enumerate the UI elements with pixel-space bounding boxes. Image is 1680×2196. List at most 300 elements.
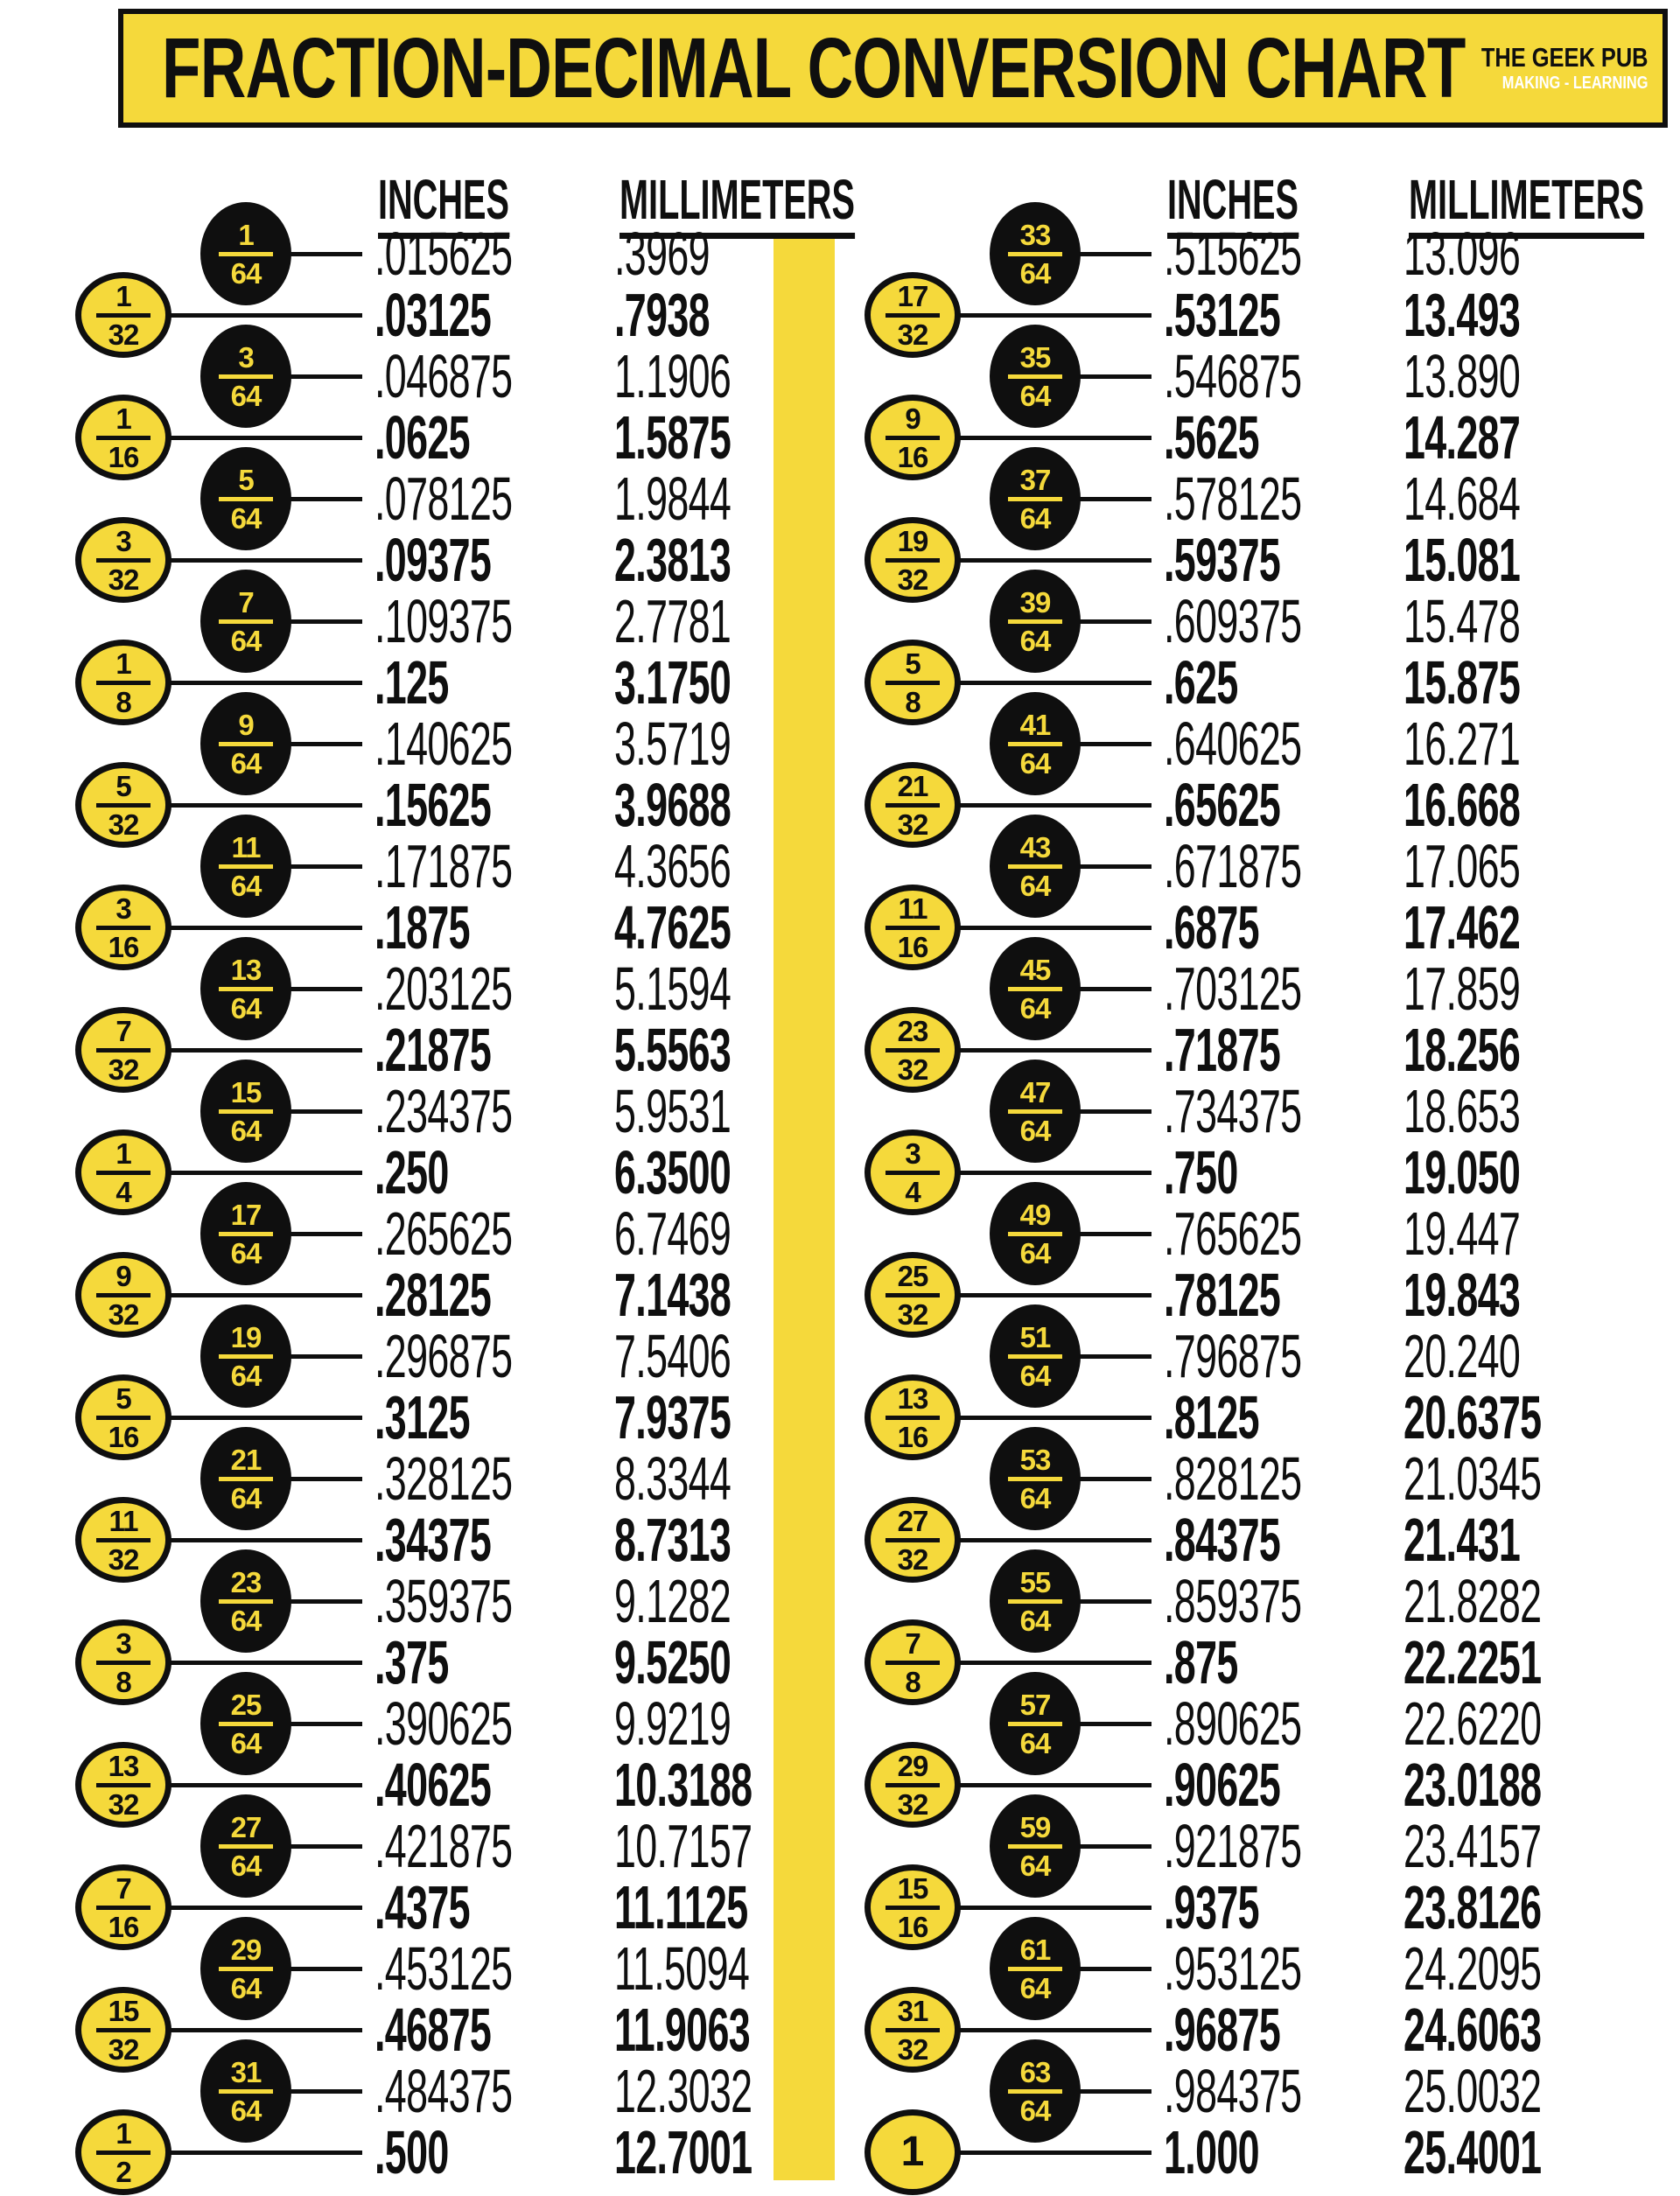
millimeters-value: 13.890	[1404, 342, 1521, 410]
fraction-numerator: 47	[1019, 1075, 1051, 1108]
fraction-bar	[1008, 864, 1062, 869]
fraction-circle-yellow	[75, 1497, 172, 1583]
fraction-denominator: 2	[116, 2155, 131, 2188]
inches-value: .078125	[374, 465, 513, 533]
fraction-circle-yellow	[75, 1619, 172, 1705]
fraction-bar	[1008, 1477, 1062, 1481]
fraction-bar	[219, 1599, 273, 1604]
millimeters-value: .7938	[614, 281, 710, 349]
fraction-bar	[96, 1661, 150, 1665]
table-row	[789, 279, 1577, 351]
fraction-bar	[886, 1416, 940, 1420]
table-row	[0, 279, 788, 351]
fraction-numerator: 31	[897, 1994, 928, 2027]
fraction-circle-yellow	[864, 640, 961, 725]
fraction-denominator: 8	[116, 685, 131, 718]
fraction-denominator: 4	[116, 1175, 131, 1208]
inches-value: .46875	[374, 1996, 492, 2064]
fraction-bar	[219, 987, 273, 991]
fraction-numerator: 29	[230, 1933, 262, 1966]
fraction-denominator: 64	[1019, 1971, 1051, 2004]
fraction-denominator: 64	[230, 746, 262, 780]
fraction-denominator: 16	[108, 1910, 139, 1943]
inches-value: .390625	[374, 1689, 513, 1758]
millimeters-value: 13.493	[1404, 281, 1521, 349]
fraction-bar	[886, 1661, 940, 1665]
fraction-circle-black	[990, 570, 1081, 673]
table-row	[0, 1871, 788, 1943]
millimeters-value: 21.0345	[1404, 1444, 1542, 1513]
fraction-circle-yellow	[75, 395, 172, 480]
fraction-denominator: 64	[1019, 1481, 1051, 1514]
fraction-bar	[219, 1967, 273, 1971]
millimeters-value: 15.081	[1404, 526, 1521, 594]
table-row	[789, 1749, 1577, 1821]
millimeters-value: 8.3344	[614, 1444, 732, 1513]
fraction-numerator: 51	[1019, 1320, 1051, 1353]
millimeters-value: 6.7469	[614, 1199, 732, 1268]
millimeters-value: 15.875	[1404, 648, 1521, 717]
fraction-numerator: 15	[897, 1871, 928, 1905]
fraction-circle-black	[200, 1549, 291, 1653]
inches-value: .015625	[374, 220, 513, 288]
fraction-numerator: 13	[897, 1381, 928, 1415]
inches-value: .828125	[1164, 1444, 1302, 1513]
fraction-denominator: 64	[1019, 746, 1051, 780]
millimeters-value: 7.5406	[614, 1322, 732, 1390]
fraction-circle-black	[200, 1060, 291, 1163]
fraction-circle-black	[990, 1917, 1081, 2020]
fraction-denominator: 32	[897, 563, 928, 596]
fraction-denominator: 64	[230, 1971, 262, 2004]
fraction-numerator: 5	[905, 647, 920, 680]
fraction-circle-black	[200, 447, 291, 550]
fraction-numerator: 5	[116, 1381, 131, 1415]
fraction-numerator: 19	[230, 1320, 262, 1353]
millimeters-value: 7.1438	[614, 1261, 732, 1329]
fraction-denominator: 64	[1019, 2094, 1051, 2127]
fraction-numerator: 7	[116, 1014, 131, 1047]
inches-value: .5625	[1164, 403, 1259, 472]
inches-value: .53125	[1164, 281, 1281, 349]
inches-value: .234375	[374, 1077, 513, 1145]
fraction-circle-yellow	[864, 395, 961, 480]
fraction-numerator: 7	[116, 1871, 131, 1905]
fraction-denominator: 64	[230, 1359, 262, 1392]
fraction-denominator: 32	[108, 2032, 139, 2066]
table-row	[789, 2118, 1577, 2186]
table-row	[789, 1014, 1577, 1086]
fraction-numerator: 35	[1019, 340, 1051, 374]
fraction-bar	[886, 2028, 940, 2032]
fraction-numerator: 33	[1019, 218, 1051, 251]
fraction-denominator: 32	[897, 808, 928, 841]
fraction-denominator: 64	[1019, 256, 1051, 290]
geek-pub-logo	[1445, 44, 1648, 92]
fraction-bar	[96, 1293, 150, 1297]
fraction-bar	[1008, 374, 1062, 379]
millimeters-value: 18.653	[1404, 1077, 1521, 1145]
fraction-denominator: 8	[905, 685, 920, 718]
fraction-denominator: 64	[230, 1481, 262, 1514]
table-row	[0, 1504, 788, 1576]
fraction-denominator: 32	[108, 1542, 139, 1576]
millimeters-value: 17.462	[1404, 893, 1521, 962]
fraction-bar	[219, 864, 273, 869]
fraction-denominator: 64	[1019, 1359, 1051, 1392]
fraction-circle-black	[200, 937, 291, 1040]
fraction-numerator: 9	[905, 402, 920, 435]
fraction-circle-yellow	[864, 1497, 961, 1583]
millimeters-value: 20.240	[1404, 1322, 1521, 1390]
millimeters-value: 21.8282	[1404, 1567, 1542, 1635]
inches-value: .921875	[1164, 1812, 1302, 1880]
inches-value: .0625	[374, 403, 470, 472]
inches-value: .671875	[1164, 832, 1302, 900]
fraction-bar	[886, 1783, 940, 1787]
fraction-denominator: 32	[897, 1297, 928, 1331]
inches-value: .046875	[374, 342, 513, 410]
inches-value: .8125	[1164, 1383, 1259, 1451]
fraction-circle-yellow	[75, 1007, 172, 1093]
inches-value: .375	[374, 1628, 449, 1696]
inches-value: .90625	[1164, 1751, 1281, 1819]
fraction-circle-yellow	[864, 1252, 961, 1338]
inches-value: .328125	[374, 1444, 513, 1513]
fraction-circle-black	[990, 1304, 1081, 1408]
inches-value: .71875	[1164, 1016, 1281, 1084]
fraction-circle-black	[990, 447, 1081, 550]
table-row	[0, 1014, 788, 1086]
fraction-denominator: 64	[1019, 869, 1051, 902]
fraction-numerator: 41	[1019, 708, 1051, 741]
fraction-circle-yellow	[75, 1987, 172, 2073]
millimeters-value: 7.9375	[614, 1383, 732, 1451]
fraction-denominator: 8	[116, 1665, 131, 1698]
fraction-circle-yellow	[864, 1742, 961, 1828]
fraction-denominator: 32	[108, 318, 139, 351]
inches-value: .125	[374, 648, 449, 717]
millimeters-value: 10.7157	[614, 1812, 752, 1880]
fraction-bar	[886, 681, 940, 685]
fraction-numerator: 1	[116, 1136, 131, 1170]
inches-value: .578125	[1164, 465, 1302, 533]
millimeters-value: 22.2251	[1404, 1628, 1542, 1696]
fraction-denominator: 64	[1019, 991, 1051, 1025]
fraction-numerator: 17	[230, 1198, 262, 1231]
fraction-numerator: 23	[897, 1014, 928, 1047]
fraction-denominator: 64	[230, 991, 262, 1025]
inches-value: .500	[374, 2118, 449, 2186]
millimeters-value: 20.6375	[1404, 1383, 1542, 1451]
inches-value: .65625	[1164, 771, 1281, 839]
fraction-circle-yellow	[864, 1007, 961, 1093]
title-banner	[118, 9, 1668, 128]
fraction-denominator: 32	[897, 2032, 928, 2066]
inches-value: .359375	[374, 1567, 513, 1635]
logo-name: THE GEEK PUB	[1481, 42, 1648, 73]
millimeters-value: 1.9844	[614, 465, 732, 533]
fraction-numerator: 5	[238, 463, 254, 496]
millimeters-value: 25.0032	[1404, 2057, 1542, 2125]
fraction-numerator: 1	[116, 2116, 131, 2150]
fraction-denominator: 64	[1019, 1114, 1051, 1147]
fraction-numerator: 27	[897, 1504, 928, 1537]
fraction-whole-number: 1	[900, 2129, 925, 2175]
inches-value: .515625	[1164, 220, 1302, 288]
millimeters-value: 5.9531	[614, 1077, 732, 1145]
inches-value: .734375	[1164, 1077, 1302, 1145]
fraction-bar	[1008, 1232, 1062, 1236]
fraction-numerator: 1	[116, 279, 131, 312]
fraction-numerator: 23	[230, 1565, 262, 1598]
table-row	[0, 524, 788, 596]
millimeters-value: 9.5250	[614, 1628, 732, 1696]
table-row	[789, 1871, 1577, 1943]
left-inches-header: INCHES	[378, 171, 590, 239]
fraction-circle-yellow	[864, 762, 961, 848]
fraction-bar	[1008, 1844, 1062, 1849]
inches-value: .765625	[1164, 1199, 1302, 1268]
fraction-numerator: 31	[230, 2055, 262, 2088]
fraction-denominator: 64	[230, 1604, 262, 1637]
millimeters-value: 9.1282	[614, 1567, 732, 1635]
fraction-bar	[1008, 1722, 1062, 1726]
fraction-denominator: 16	[897, 930, 928, 963]
fraction-bar	[886, 1048, 940, 1053]
fraction-circle-yellow	[75, 885, 172, 970]
fraction-bar	[219, 1354, 273, 1359]
fraction-bar	[219, 497, 273, 501]
fraction-bar	[219, 1722, 273, 1726]
fraction-circle-black	[990, 2039, 1081, 2143]
inches-value: .609375	[1164, 587, 1302, 655]
fraction-circle-yellow	[864, 1987, 961, 2073]
fraction-bar	[219, 252, 273, 256]
fraction-circle-yellow	[75, 1742, 172, 1828]
fraction-numerator: 11	[898, 892, 928, 925]
fraction-circle-black	[990, 815, 1081, 918]
fraction-circle-yellow	[75, 1374, 172, 1460]
table-row	[0, 1259, 788, 1331]
millimeters-value: 10.3188	[614, 1751, 752, 1819]
inches-value: .703125	[1164, 955, 1302, 1023]
fraction-numerator: 29	[897, 1749, 928, 1782]
fraction-denominator: 64	[230, 2094, 262, 2127]
fraction-denominator: 64	[230, 379, 262, 412]
fraction-numerator: 1	[116, 402, 131, 435]
fraction-numerator: 19	[897, 524, 928, 557]
inches-value: .109375	[374, 587, 513, 655]
millimeters-value: 11.1125	[614, 1873, 748, 1941]
table-row	[789, 1259, 1577, 1331]
fraction-denominator: 64	[1019, 624, 1051, 657]
fraction-denominator: 64	[1019, 1604, 1051, 1637]
table-row	[0, 2116, 788, 2188]
millimeters-value: 3.9688	[614, 771, 732, 839]
fraction-denominator: 64	[1019, 1236, 1051, 1269]
fraction-circle-yellow	[75, 272, 172, 358]
millimeters-value: 22.6220	[1404, 1689, 1542, 1758]
fraction-denominator: 32	[108, 563, 139, 596]
table-row	[789, 1504, 1577, 1576]
fraction-circle-black	[990, 325, 1081, 428]
millimeters-value: 3.1750	[614, 648, 732, 717]
fraction-circle-black	[200, 1427, 291, 1530]
fraction-circle-black	[990, 1427, 1081, 1530]
fraction-denominator: 16	[108, 930, 139, 963]
table-row	[789, 1994, 1577, 2066]
inches-value: .140625	[374, 710, 513, 778]
fraction-denominator: 32	[108, 1053, 139, 1086]
fraction-circle-black	[200, 1794, 291, 1898]
millimeters-value: 9.9219	[614, 1689, 732, 1758]
fraction-bar	[219, 1109, 273, 1114]
millimeters-value: 6.3500	[614, 1138, 732, 1206]
fraction-bar	[886, 436, 940, 440]
fraction-denominator: 64	[230, 1726, 262, 1759]
fraction-numerator: 7	[905, 1626, 920, 1660]
inches-value: .640625	[1164, 710, 1302, 778]
fraction-circle-black	[990, 202, 1081, 305]
millimeters-value: .3969	[614, 220, 710, 288]
fraction-numerator: 21	[897, 769, 928, 802]
fraction-numerator: 3	[116, 892, 131, 925]
fraction-bar	[886, 1906, 940, 1910]
fraction-circle-black	[990, 1182, 1081, 1285]
fraction-bar	[96, 1906, 150, 1910]
inches-value: .03125	[374, 281, 492, 349]
millimeters-value: 19.447	[1404, 1199, 1521, 1268]
fraction-circle-yellow	[864, 885, 961, 970]
fraction-numerator: 7	[238, 585, 254, 619]
millimeters-value: 11.5094	[614, 1934, 750, 2003]
table-row	[789, 769, 1577, 841]
fraction-denominator: 32	[897, 1787, 928, 1821]
millimeters-value: 15.478	[1404, 587, 1521, 655]
fraction-numerator: 13	[108, 1749, 139, 1782]
fraction-numerator: 11	[231, 830, 261, 864]
fraction-bar	[219, 1232, 273, 1236]
fraction-numerator: 61	[1019, 1933, 1051, 1966]
millimeters-value: 11.9063	[614, 1996, 750, 2064]
millimeters-value: 8.7313	[614, 1506, 732, 1574]
millimeters-value: 3.5719	[614, 710, 732, 778]
fraction-bar	[219, 742, 273, 746]
fraction-numerator: 1	[116, 647, 131, 680]
fraction-bar	[96, 1783, 150, 1787]
millimeters-value: 14.684	[1404, 465, 1521, 533]
fraction-circle-yellow	[75, 1129, 172, 1215]
fraction-circle-black	[200, 692, 291, 795]
fraction-bar	[1008, 252, 1062, 256]
fraction-circle-black	[990, 1549, 1081, 1653]
table-row	[0, 647, 788, 718]
fraction-bar	[96, 926, 150, 930]
inches-value: .28125	[374, 1261, 492, 1329]
fraction-denominator: 64	[230, 256, 262, 290]
table-row	[789, 524, 1577, 596]
fraction-bar	[96, 681, 150, 685]
fraction-bar	[219, 374, 273, 379]
fraction-numerator: 13	[230, 953, 262, 986]
inches-value: .296875	[374, 1322, 513, 1390]
inches-value: .6875	[1164, 893, 1259, 962]
millimeters-value: 4.7625	[614, 893, 732, 962]
fraction-denominator: 64	[1019, 1849, 1051, 1882]
inches-value: .78125	[1164, 1261, 1281, 1329]
fraction-numerator: 3	[116, 1626, 131, 1660]
fraction-numerator: 11	[108, 1504, 138, 1537]
fraction-circle-black	[200, 1672, 291, 1775]
inches-value: .4375	[374, 1873, 470, 1941]
fraction-denominator: 64	[230, 624, 262, 657]
inches-value: .625	[1164, 648, 1238, 717]
millimeters-value: 1.1906	[614, 342, 732, 410]
inches-value: .09375	[374, 526, 492, 594]
fraction-numerator: 3	[238, 340, 254, 374]
fraction-numerator: 3	[905, 1136, 920, 1170]
millimeters-value: 21.431	[1404, 1506, 1521, 1574]
left-conversion-column	[0, 218, 788, 2188]
inches-value: .3125	[374, 1383, 470, 1451]
inches-value: .953125	[1164, 1934, 1302, 2003]
millimeters-value: 23.4157	[1404, 1812, 1542, 1880]
fraction-numerator: 25	[230, 1688, 262, 1721]
fraction-bar	[886, 313, 940, 318]
fraction-denominator: 16	[897, 440, 928, 473]
millimeters-value: 12.3032	[614, 2057, 752, 2125]
fraction-denominator: 16	[108, 1420, 139, 1453]
fraction-denominator: 16	[897, 1420, 928, 1453]
inches-value: .250	[374, 1138, 449, 1206]
fraction-bar	[219, 619, 273, 624]
fraction-numerator: 27	[230, 1810, 262, 1843]
fraction-bar	[96, 558, 150, 563]
fraction-circle-black	[990, 1794, 1081, 1898]
fraction-bar	[96, 313, 150, 318]
fraction-circle-yellow	[864, 1864, 961, 1950]
fraction-circle-black	[200, 1304, 291, 1408]
fraction-numerator: 17	[897, 279, 928, 312]
millimeters-value: 5.1594	[614, 955, 732, 1023]
fraction-denominator: 32	[108, 1297, 139, 1331]
fraction-bar	[96, 1171, 150, 1175]
table-row	[0, 1994, 788, 2066]
table-row	[789, 647, 1577, 718]
fraction-bar	[886, 1293, 940, 1297]
inches-value: .890625	[1164, 1689, 1302, 1758]
table-row	[0, 1626, 788, 1698]
fraction-circle-yellow	[864, 2109, 961, 2195]
fraction-denominator: 64	[230, 501, 262, 535]
table-row	[0, 1136, 788, 1208]
table-row	[0, 769, 788, 841]
table-row	[789, 1626, 1577, 1698]
millimeters-value: 19.843	[1404, 1261, 1521, 1329]
fraction-bar	[886, 926, 940, 930]
fraction-numerator: 3	[116, 524, 131, 557]
fraction-numerator: 37	[1019, 463, 1051, 496]
millimeters-value: 16.668	[1404, 771, 1521, 839]
fraction-denominator: 32	[108, 1787, 139, 1821]
inches-value: .546875	[1164, 342, 1302, 410]
millimeters-value: 4.3656	[614, 832, 732, 900]
fraction-bar	[1008, 1967, 1062, 1971]
fraction-bar	[1008, 987, 1062, 991]
fraction-numerator: 15	[230, 1075, 262, 1108]
left-millimeters-header: MILLIMETERS	[620, 171, 999, 239]
